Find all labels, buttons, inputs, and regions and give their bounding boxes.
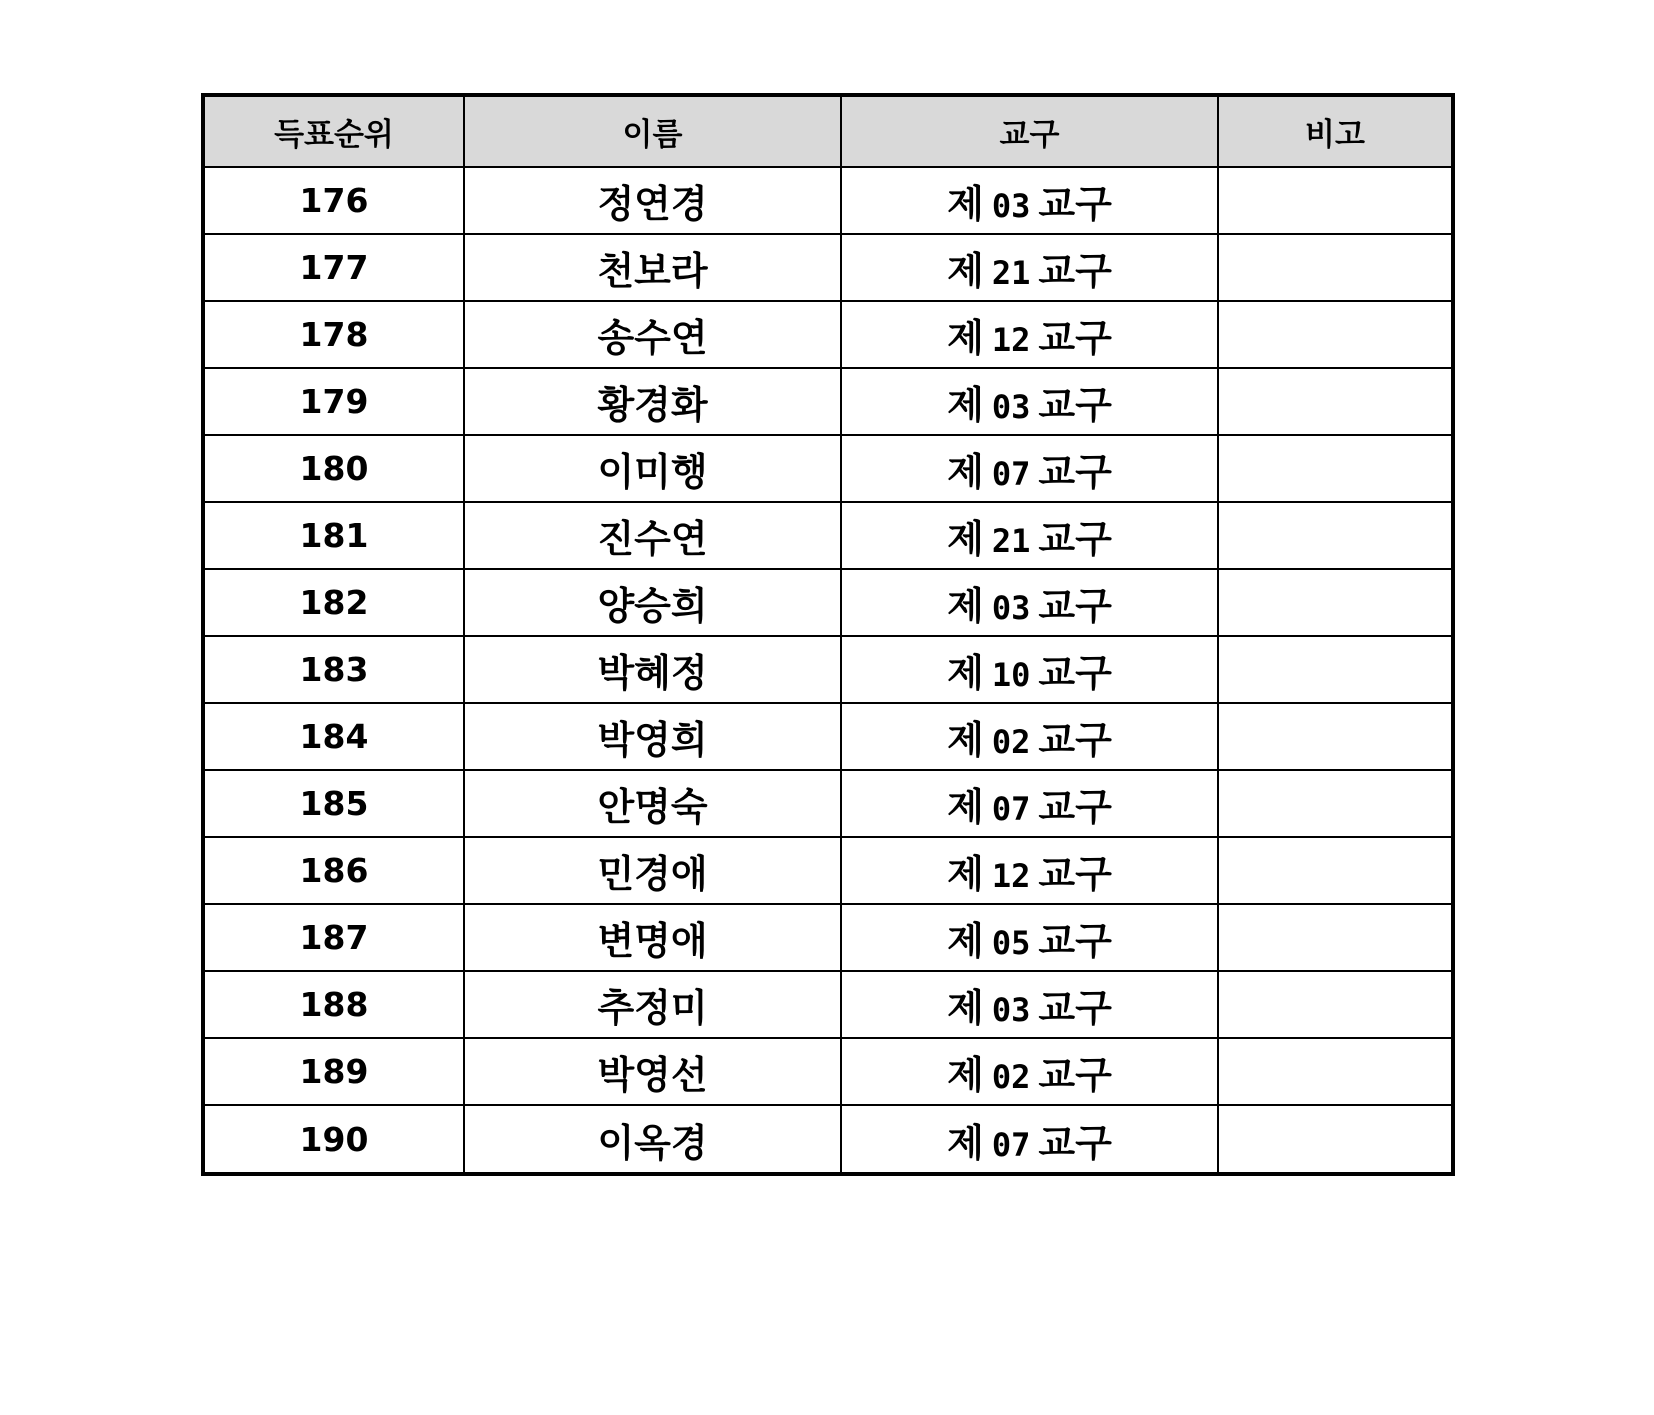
header-rank: 득표순위 — [205, 97, 464, 167]
parish-cell — [841, 703, 1218, 770]
table-header-row — [205, 97, 1451, 167]
rank-cell: 179 — [205, 368, 464, 435]
parish-cell — [841, 1105, 1218, 1172]
rank-cell: 188 — [205, 971, 464, 1038]
rank-cell: 187 — [205, 904, 464, 971]
parish-suffix: 교구 — [1038, 718, 1112, 762]
table-row — [205, 1038, 1451, 1105]
name-cell: 민경애 — [464, 837, 841, 904]
rank-cell: 178 — [205, 301, 464, 368]
name-cell: 천보라 — [464, 234, 841, 301]
name-cell: 송수연 — [464, 301, 841, 368]
table-row — [205, 502, 1451, 569]
rank-cell: 186 — [205, 837, 464, 904]
parish-prefix: 제 — [947, 450, 984, 494]
parish-prefix: 제 — [947, 986, 984, 1030]
parish-prefix: 제 — [947, 1053, 984, 1097]
parish-number: 03 — [991, 991, 1031, 1029]
table-row — [205, 301, 1451, 368]
table-row — [205, 904, 1451, 971]
parish-cell — [841, 368, 1218, 435]
parish-number: 12 — [991, 321, 1031, 359]
parish-prefix: 제 — [947, 249, 984, 293]
name-cell: 이미행 — [464, 435, 841, 502]
parish-suffix: 교구 — [1038, 986, 1112, 1030]
rank-cell: 184 — [205, 703, 464, 770]
name-cell: 황경화 — [464, 368, 841, 435]
parish-number: 07 — [991, 1125, 1031, 1164]
parish-cell — [841, 837, 1218, 904]
parish-prefix: 제 — [947, 785, 984, 829]
parish-suffix: 교구 — [1038, 1120, 1112, 1165]
parish-prefix: 제 — [947, 919, 984, 963]
ranking-sheet — [201, 93, 1455, 1176]
parish-prefix: 제 — [947, 517, 984, 561]
parish-cell — [841, 971, 1218, 1038]
note-cell — [1218, 569, 1451, 636]
table-row — [205, 234, 1451, 301]
table-row — [205, 971, 1451, 1038]
parish-suffix: 교구 — [1038, 852, 1112, 896]
parish-cell — [841, 1038, 1218, 1105]
ranking-table — [205, 97, 1451, 1172]
parish-prefix: 제 — [947, 852, 984, 896]
note-cell — [1218, 971, 1451, 1038]
parish-prefix: 제 — [947, 718, 984, 762]
parish-cell — [841, 234, 1218, 301]
note-cell — [1218, 770, 1451, 837]
rank-cell: 190 — [205, 1105, 464, 1172]
table-row — [205, 569, 1451, 636]
parish-number: 12 — [991, 857, 1031, 895]
header-parish: 교구 — [841, 97, 1218, 167]
rank-cell: 182 — [205, 569, 464, 636]
parish-number: 02 — [991, 723, 1031, 761]
parish-cell — [841, 167, 1218, 234]
rank-cell: 177 — [205, 234, 464, 301]
parish-cell — [841, 435, 1218, 502]
rank-cell: 181 — [205, 502, 464, 569]
name-cell: 정연경 — [464, 167, 841, 234]
parish-prefix: 제 — [947, 651, 984, 695]
rank-cell: 176 — [205, 167, 464, 234]
parish-cell — [841, 904, 1218, 971]
note-cell — [1218, 435, 1451, 502]
parish-prefix: 제 — [947, 383, 984, 427]
rank-cell: 189 — [205, 1038, 464, 1105]
header-name: 이름 — [464, 97, 841, 167]
table-row — [205, 167, 1451, 234]
parish-cell — [841, 636, 1218, 703]
table-row — [205, 368, 1451, 435]
parish-prefix: 제 — [947, 182, 984, 226]
name-cell: 안명숙 — [464, 770, 841, 837]
parish-cell — [841, 770, 1218, 837]
note-cell — [1218, 301, 1451, 368]
parish-suffix: 교구 — [1038, 517, 1112, 561]
note-cell — [1218, 904, 1451, 971]
note-cell — [1218, 167, 1451, 234]
parish-number: 03 — [991, 187, 1031, 225]
note-cell — [1218, 1038, 1451, 1105]
table-row — [205, 435, 1451, 502]
table-row — [205, 1105, 1451, 1172]
parish-prefix: 제 — [947, 316, 984, 360]
parish-suffix: 교구 — [1038, 1053, 1112, 1097]
name-cell: 변명애 — [464, 904, 841, 971]
note-cell — [1218, 837, 1451, 904]
note-cell — [1218, 502, 1451, 569]
parish-suffix: 교구 — [1038, 450, 1112, 494]
parish-number: 07 — [991, 455, 1031, 493]
parish-number: 05 — [991, 924, 1031, 962]
parish-suffix: 교구 — [1038, 383, 1112, 427]
rank-cell: 180 — [205, 435, 464, 502]
parish-number: 21 — [991, 254, 1031, 292]
parish-suffix: 교구 — [1038, 785, 1112, 829]
name-cell: 추정미 — [464, 971, 841, 1038]
parish-suffix: 교구 — [1038, 584, 1112, 628]
parish-number: 03 — [991, 388, 1031, 426]
header-note: 비고 — [1218, 97, 1451, 167]
name-cell: 양승희 — [464, 569, 841, 636]
parish-suffix: 교구 — [1038, 249, 1112, 293]
parish-cell — [841, 569, 1218, 636]
parish-prefix: 제 — [947, 1120, 984, 1165]
table-row — [205, 636, 1451, 703]
name-cell: 박영희 — [464, 703, 841, 770]
name-cell: 박혜정 — [464, 636, 841, 703]
note-cell — [1218, 703, 1451, 770]
note-cell — [1218, 636, 1451, 703]
table-body — [205, 167, 1451, 1172]
parish-suffix: 교구 — [1038, 316, 1112, 360]
note-cell — [1218, 234, 1451, 301]
note-cell — [1218, 1105, 1451, 1172]
note-cell — [1218, 368, 1451, 435]
parish-number: 07 — [991, 790, 1031, 828]
name-cell: 이옥경 — [464, 1105, 841, 1172]
parish-suffix: 교구 — [1038, 651, 1112, 695]
parish-number: 03 — [991, 589, 1031, 627]
rank-cell: 185 — [205, 770, 464, 837]
parish-number: 10 — [991, 656, 1031, 694]
parish-cell — [841, 502, 1218, 569]
parish-suffix: 교구 — [1038, 182, 1112, 226]
parish-prefix: 제 — [947, 584, 984, 628]
parish-number: 02 — [991, 1058, 1031, 1096]
name-cell: 박영선 — [464, 1038, 841, 1105]
rank-cell: 183 — [205, 636, 464, 703]
table-row — [205, 703, 1451, 770]
parish-number: 21 — [991, 522, 1031, 560]
table-row — [205, 770, 1451, 837]
parish-suffix: 교구 — [1038, 919, 1112, 963]
name-cell: 진수연 — [464, 502, 841, 569]
table-row — [205, 837, 1451, 904]
parish-cell — [841, 301, 1218, 368]
